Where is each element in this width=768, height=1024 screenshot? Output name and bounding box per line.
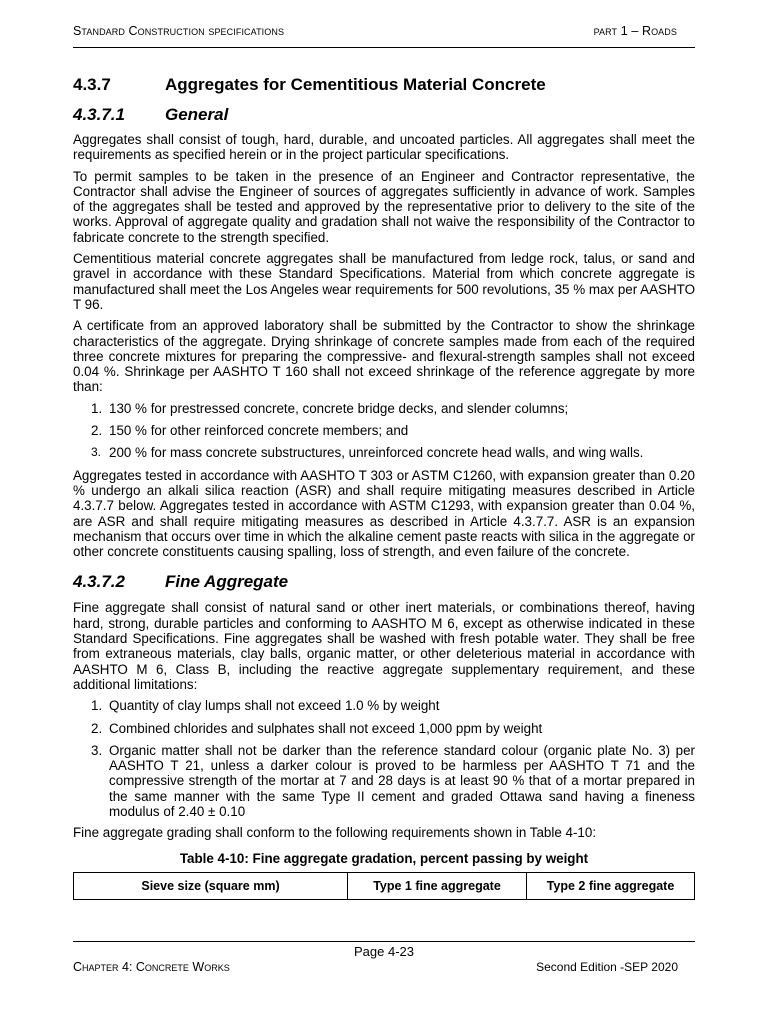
column-header: Type 1 fine aggregate [348,872,527,899]
subsection-title: General [165,105,229,124]
footer-edition: Second Edition -SEP 2020 [536,960,678,974]
column-header: Sieve size (square mm) [74,872,348,899]
subsection-heading-general [73,102,695,128]
page-number: Page 4-23 [354,944,414,959]
gradation-table [73,872,695,900]
table-caption: Table 4-10: Fine aggregate gradation, percent passing by weight [179,850,589,866]
section-number: 4.3.7 [73,75,111,94]
paragraph: Fine aggregate grading shall conform to the following requirements shown in Table 4-10: [73,825,597,841]
list-item: 1. Quantity of clay lumps shall not exceed 1.0 % by weight [91,698,440,714]
list-item: 2. Combined chlorides and sulphates shall not exceed 1,000 ppm by weight [91,720,543,736]
running-header-part: part 1 – Roads [593,24,677,38]
fine-aggregate-limits-list [73,698,695,819]
subsection-title: Fine Aggregate [165,572,289,592]
list-item: 1. 130 % for prestressed concrete, concrete bridge decks, and slender columns; [91,400,569,416]
subsection-number: 4.3.7.2 [73,572,125,592]
paragraph: Cementitious material concrete aggregates shall be manufactured from ledge rock, talus, or sand and gravel in accordance with these Standard Specifications. Material from which concrete aggregate is manufactured shall meet the Los Angeles wear requirements for 500 revolutions, 35 % max per AASHTO T 96. [73,251,695,312]
table-header-row [74,872,695,899]
subsection-number: 4.3.7.1 [73,105,125,124]
paragraph: To permit samples to be taken in the presence of an Engineer and Contractor representative, the Contractor shall advise the Engineer of sources of aggregates sufficiently in advance of work. Samples of the aggregates shall be tested and approved by the representative prior to delivery to the site of the works. Approval of aggregate quality and gradation shall not waive the responsibility of the Contractor to fabricate concrete to the strength specified. [73,168,695,245]
paragraph: A certificate from an approved laboratory shall be submitted by the Contractor to show the shrinkage characteristics of the aggregate. Drying shrinkage of concrete samples made from each of the required three concrete mixtures for preparing the compressive- and flexural-strength samples shall not exceed 0.04 %. Shrinkage per AASHTO T 160 shall not exceed shrinkage of the reference aggregate by more than: [73,318,695,395]
running-header-title: Standard Construction specifications [73,24,285,38]
subsection-heading-fine-aggregate [73,569,695,595]
section-heading [73,72,695,98]
shrinkage-limits-list [73,401,695,461]
section-title: Aggregates for Cementitious Material Concrete [165,75,546,94]
list-item: 2. 150 % for other reinforced concrete members; and [91,423,409,439]
paragraph: Fine aggregate shall consist of natural sand or other inert materials, or combinations thereof, having hard, strong, durable particles and conforming to AASHTO M 6, except as otherwise indicated in these Standard Specifications. Fine aggregates shall be washed with fresh potable water. They shall be free from extraneous materials, clay balls, organic matter, or other deleterious material in accordance with AASHTO M 6, Class B, including the reactive aggregate supplementary requirement, and these additional limitations: [73,600,695,692]
page-body [73,72,695,900]
header-rule [73,47,695,48]
footer-rule [73,941,695,942]
list-item: 3. 200 % for mass concrete substructures, unreinforced concrete head walls, and wing walls. [91,445,644,461]
paragraph-asr: Aggregates tested in accordance with AASHTO T 303 or ASTM C1260, with expansion greater than 0.20 % undergo an alkali silica reaction (ASR) and shall require mitigating measures described in Article 4.3.7.7 below. Aggregates tested in accordance with ASTM C1293, with expansion greater than 0.04 %, are ASR and shall require mitigating measures as described in Article 4.3.7.7. ASR is an expansion mechanism that occurs over time in which the alkaline cement paste reacts with silica in the aggregate or other concrete constituents causing spalling, loss of strength, and even failure of the concrete. [73,467,695,560]
column-header: Type 2 fine aggregate [527,872,695,899]
list-item: 3. Organic matter shall not be darker than the reference standard colour (organic plate No. 3) per AASHTO T 21, unless a darker colour is proved to be harmless per AASHTO T 71 and the compressive strength of the mortar at 7 and 28 days is at least 90 % that of a mortar prepared in the same manner with the same Type II cement and graded Ottawa sand having a fineness modulus of 2.40 ± 0.10 [91,742,695,819]
footer-chapter: Chapter 4: Concrete Works [73,960,230,974]
paragraph: Aggregates shall consist of tough, hard, durable, and uncoated particles. All aggregates shall meet the requirements as specified herein or in the project particular specifications. [73,132,695,163]
